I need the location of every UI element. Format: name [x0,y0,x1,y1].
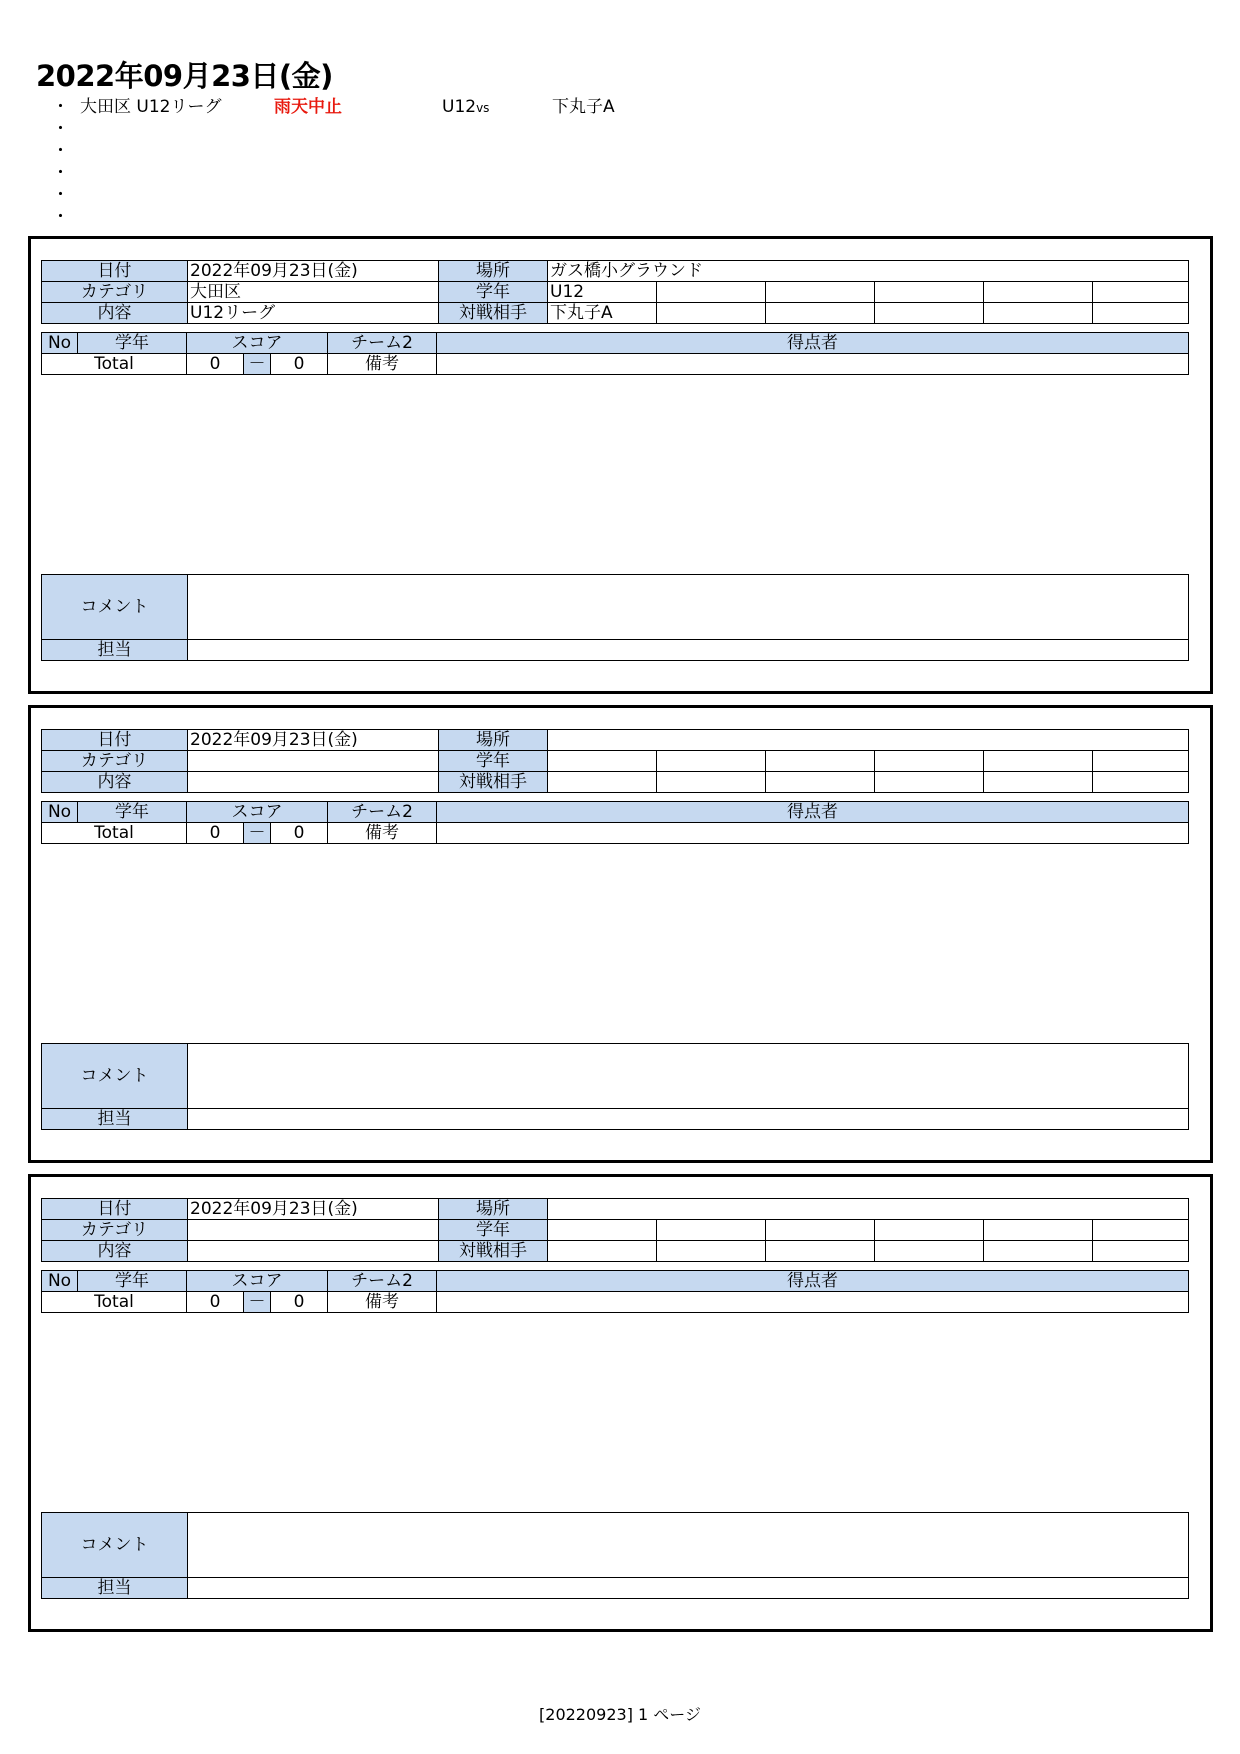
grade-header: 学年 [78,333,187,354]
bullet: ・ [52,119,69,139]
comment-label: コメント [42,1513,188,1578]
match-info-table [41,260,1189,324]
comment-label: コメント [42,575,188,640]
grade-cell[interactable] [766,751,875,772]
content-label: 内容 [42,772,188,793]
total-right: 0 [271,823,328,844]
content-value[interactable]: U12リーグ [188,303,439,324]
category-value[interactable] [188,751,439,772]
score-header: スコア [187,1271,328,1292]
bullet: ・ [52,141,69,161]
grade-label: 学年 [439,282,548,303]
bullet: ・ [52,97,69,117]
remarks-label: 備考 [328,1292,437,1313]
total-dash: － [244,354,271,375]
total-label: Total [42,354,187,375]
score-table [41,801,1189,844]
score-table [41,332,1189,375]
opponent-label: 対戦相手 [439,1241,548,1262]
schedule-list [52,96,752,228]
category-value[interactable] [188,1220,439,1241]
team2-header: チーム2 [328,802,437,823]
grade-label: 学年 [439,751,548,772]
opponent-cell[interactable] [657,1241,766,1262]
schedule-item [52,162,752,184]
match-info-table [41,729,1189,793]
opponent-label: 対戦相手 [439,772,548,793]
opponent-cell[interactable] [875,772,984,793]
comment-table [41,1512,1189,1599]
opponent-cell[interactable] [984,303,1093,324]
place-label: 場所 [439,1199,548,1220]
score-header: スコア [187,802,328,823]
content-label: 内容 [42,303,188,324]
status-label: 雨天中止 [274,97,342,117]
grade-cell[interactable] [1093,1220,1189,1241]
category-label: カテゴリ [42,282,188,303]
remarks-value[interactable] [437,1292,1189,1313]
match-block [28,705,1213,1163]
content-value[interactable] [188,1241,439,1262]
match-block [28,1174,1213,1632]
opponent-value[interactable] [548,1241,657,1262]
remarks-value[interactable] [437,354,1189,375]
grade-label: 学年 [439,1220,548,1241]
person-label: 担当 [42,1109,188,1130]
comment-value[interactable] [188,1044,1189,1109]
no-header: No [42,802,78,823]
opponent-name: 下丸子A [552,97,615,117]
scorers-header: 得点者 [437,802,1189,823]
total-left: 0 [187,1292,244,1313]
bullet: ・ [52,185,69,205]
person-label: 担当 [42,1578,188,1599]
opponent-value[interactable] [548,772,657,793]
category-label: カテゴリ [42,1220,188,1241]
grade-header: 学年 [78,802,187,823]
grade-value[interactable] [548,1220,657,1241]
schedule-item [52,118,752,140]
place-label: 場所 [439,730,548,751]
grade-value[interactable] [548,751,657,772]
score-table [41,1270,1189,1313]
content-label: 内容 [42,1241,188,1262]
grade-cell[interactable] [1093,751,1189,772]
category-label: カテゴリ [42,751,188,772]
content-value[interactable] [188,772,439,793]
opponent-cell[interactable] [1093,1241,1189,1262]
date-label: 日付 [42,261,188,282]
comment-value[interactable] [188,575,1189,640]
opponent-cell[interactable] [875,1241,984,1262]
total-dash: － [244,823,271,844]
place-value[interactable] [548,1199,1189,1220]
person-label: 担当 [42,640,188,661]
opponent-cell[interactable] [766,303,875,324]
league-name: 大田区 U12リーグ [80,97,222,117]
date-label: 日付 [42,730,188,751]
grade-cell[interactable] [657,282,766,303]
scorers-header: 得点者 [437,333,1189,354]
total-left: 0 [187,823,244,844]
age-group: U12vs [442,97,490,117]
grade-cell[interactable] [657,1220,766,1241]
opponent-cell[interactable] [657,303,766,324]
date-value[interactable]: 2022年09月23日(金) [188,1199,439,1220]
score-header: スコア [187,333,328,354]
grade-cell[interactable] [875,282,984,303]
schedule-item [52,206,752,228]
place-label: 場所 [439,261,548,282]
match-block [28,236,1213,694]
person-value[interactable] [188,1109,1189,1130]
person-value[interactable] [188,1578,1189,1599]
page-title: 2022年09月23日(金) [36,59,333,93]
grade-cell[interactable] [875,1220,984,1241]
comment-label: コメント [42,1044,188,1109]
grade-cell[interactable] [657,751,766,772]
opponent-cell[interactable] [984,772,1093,793]
place-value[interactable]: ガス橋小グラウンド [548,261,1189,282]
grade-cell[interactable] [1093,282,1189,303]
opponent-value[interactable]: 下丸子A [548,303,657,324]
opponent-cell[interactable] [984,1241,1093,1262]
opponent-cell[interactable] [766,772,875,793]
opponent-cell[interactable] [1093,772,1189,793]
schedule-item [52,96,752,118]
no-header: No [42,333,78,354]
schedule-item [52,140,752,162]
schedule-item [52,184,752,206]
opponent-label: 対戦相手 [439,303,548,324]
grade-value[interactable]: U12 [548,282,657,303]
opponent-cell[interactable] [657,772,766,793]
remarks-value[interactable] [437,823,1189,844]
grade-cell[interactable] [766,1220,875,1241]
category-value[interactable]: 大田区 [188,282,439,303]
grade-cell[interactable] [875,751,984,772]
date-value[interactable]: 2022年09月23日(金) [188,730,439,751]
grade-header: 学年 [78,1271,187,1292]
team2-header: チーム2 [328,1271,437,1292]
scorers-header: 得点者 [437,1271,1189,1292]
grade-cell[interactable] [766,282,875,303]
bullet: ・ [52,207,69,227]
date-label: 日付 [42,1199,188,1220]
match-info-table [41,1198,1189,1262]
grade-cell[interactable] [984,282,1093,303]
comment-value[interactable] [188,1513,1189,1578]
comment-table [41,1043,1189,1130]
team2-header: チーム2 [328,333,437,354]
no-header: No [42,1271,78,1292]
person-value[interactable] [188,640,1189,661]
total-left: 0 [187,354,244,375]
total-right: 0 [271,354,328,375]
grade-cell[interactable] [984,1220,1093,1241]
total-dash: － [244,1292,271,1313]
total-label: Total [42,823,187,844]
grade-cell[interactable] [984,751,1093,772]
comment-table [41,574,1189,661]
total-label: Total [42,1292,187,1313]
opponent-cell[interactable] [1093,303,1189,324]
remarks-label: 備考 [328,354,437,375]
place-value[interactable] [548,730,1189,751]
bullet: ・ [52,163,69,183]
remarks-label: 備考 [328,823,437,844]
date-value[interactable]: 2022年09月23日(金) [188,261,439,282]
total-right: 0 [271,1292,328,1313]
opponent-cell[interactable] [766,1241,875,1262]
opponent-cell[interactable] [875,303,984,324]
page-footer: [20220923] 1 ページ [539,1705,701,1724]
